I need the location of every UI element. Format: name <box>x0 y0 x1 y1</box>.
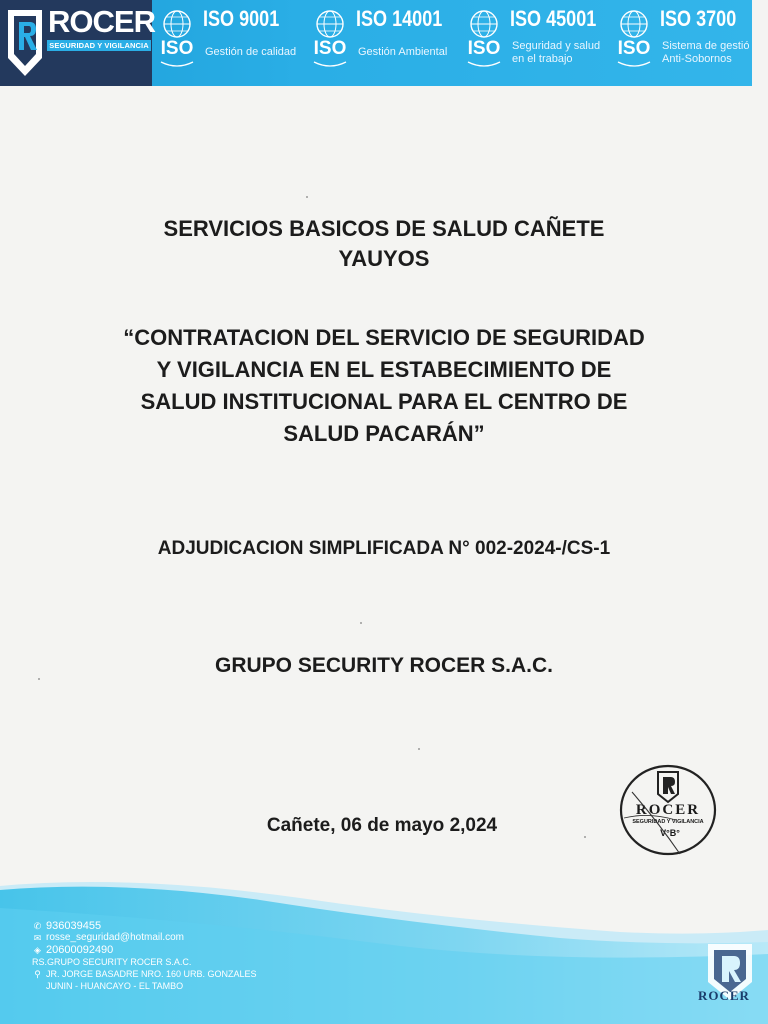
document-date: Cañete, 06 de mayo 2,024 <box>266 815 498 836</box>
address-line: JR. JORGE BASADRE NRO. 160 URB. GONZALES <box>46 969 257 979</box>
contact-phone <box>32 920 352 932</box>
entity-line: YAUYOS <box>338 246 430 271</box>
cert-code: ISO 3700 <box>660 6 737 31</box>
id-icon: ◈ <box>34 945 41 955</box>
scan-speck <box>306 196 308 198</box>
contracting-entity <box>60 214 708 274</box>
svg-text:SEGURIDAD Y VIGILANCIA: SEGURIDAD Y VIGILANCIA <box>632 819 704 825</box>
header-banner <box>0 0 752 86</box>
cert-desc: Seguridad y salud en el trabajo <box>512 40 601 65</box>
address-line: JUNIN - HUANCAYO - EL TAMBO <box>46 981 184 991</box>
contact-info <box>32 920 352 992</box>
email-icon: ✉ <box>33 933 42 943</box>
bidder-company: GRUPO SECURITY ROCER S.A.C. <box>215 654 553 677</box>
company-logo <box>0 0 155 86</box>
contact-address-2 <box>32 980 352 992</box>
email-address: rosse_seguridad@hotmail.com <box>46 932 184 943</box>
contact-address <box>32 968 352 980</box>
cert-code: ISO 45001 <box>510 6 597 31</box>
iso-globe-icon <box>308 6 352 70</box>
svg-text:V°B°: V°B° <box>660 828 680 838</box>
cert-code: ISO 14001 <box>356 6 443 31</box>
service-line: Y VIGILANCIA EN EL ESTABECIMIENTO DE <box>156 357 612 382</box>
approval-stamp <box>618 762 718 858</box>
svg-text:ISO: ISO <box>617 38 651 59</box>
scan-speck <box>38 678 40 680</box>
cert-code: ISO 9001 <box>203 6 280 31</box>
svg-text:ISO: ISO <box>313 38 347 59</box>
cert-desc: Sistema de gestió Anti-Sobornos <box>662 40 750 65</box>
location-pin-icon: ⚲ <box>34 969 41 979</box>
procurement-process: ADJUDICACION SIMPLIFICADA N° 002-2024-/CS-1 <box>157 538 611 559</box>
svg-text:ISO: ISO <box>160 38 194 59</box>
service-line: SALUD PACARÁN” <box>283 421 485 446</box>
phone-number: 936039455 <box>46 920 102 932</box>
legal-name <box>32 956 352 968</box>
scan-speck <box>584 836 586 838</box>
legal-name-text: RS.GRUPO SECURITY ROCER S.A.C. <box>32 957 192 967</box>
ruc-number: 20600092490 <box>46 944 114 956</box>
service-line: “CONTRATACION DEL SERVICIO DE SEGURIDAD <box>123 325 645 350</box>
iso-globe-icon <box>462 6 506 70</box>
footer-logo-name: ROCER <box>698 988 750 1003</box>
iso-globe-icon <box>612 6 656 70</box>
scan-speck <box>360 622 362 624</box>
svg-text:ISO: ISO <box>467 38 501 59</box>
service-title <box>60 322 708 450</box>
entity-line: SERVICIOS BASICOS DE SALUD CAÑETE <box>163 216 605 241</box>
iso-globe-icon <box>155 6 199 70</box>
logo-subtitle: SEGURIDAD Y VIGILANCIA <box>47 40 151 51</box>
logo-name: ROCER <box>48 4 155 39</box>
cert-desc: Gestión Ambiental <box>358 46 448 58</box>
svg-text:ROCER: ROCER <box>635 802 701 818</box>
rocer-shield-icon <box>6 6 44 80</box>
scan-speck <box>418 748 420 750</box>
cert-desc: Gestión de calidad <box>205 46 297 58</box>
service-line: SALUD INSTITUCIONAL PARA EL CENTRO DE <box>140 389 628 414</box>
phone-icon: ✆ <box>33 921 42 931</box>
contact-email <box>32 932 352 944</box>
contact-ruc <box>32 944 352 956</box>
